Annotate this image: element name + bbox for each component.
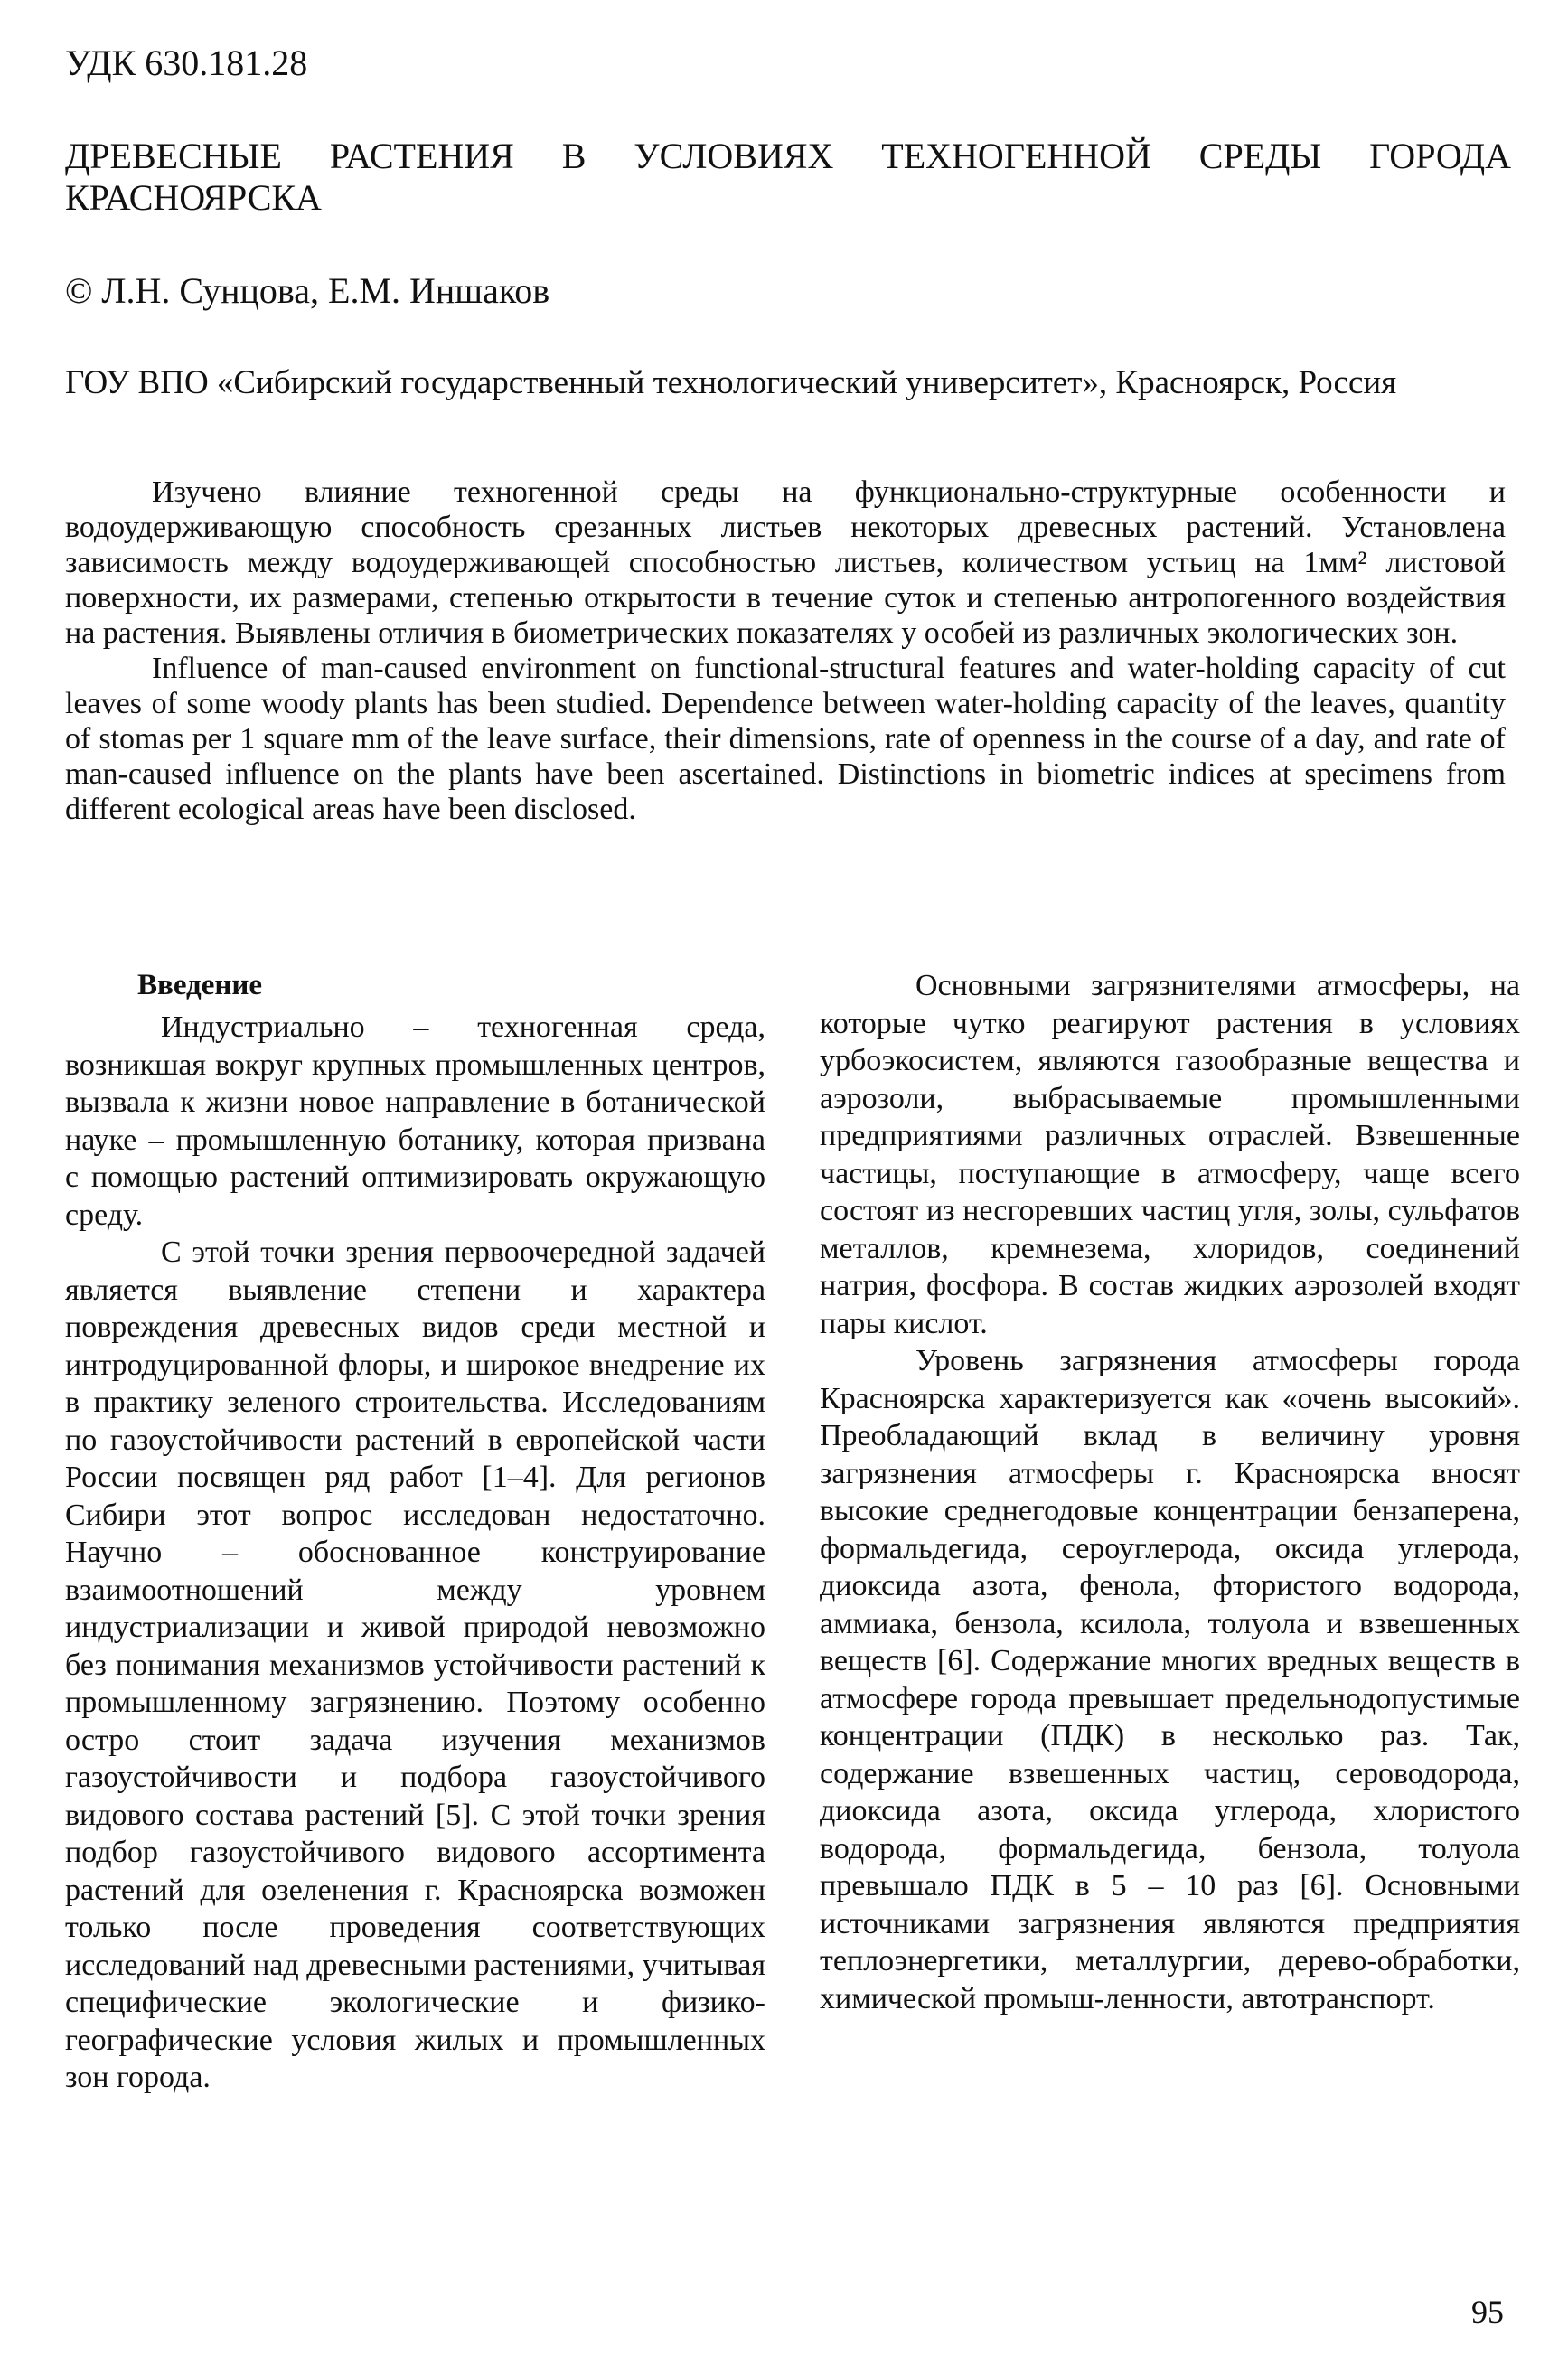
affiliation: ГОУ ВПО «Сибирский государственный технологический университет», Красноярск, Россия <box>65 364 1397 401</box>
udk-code: УДК 630.181.28 <box>65 42 308 83</box>
section-heading: Введение <box>137 969 263 1001</box>
right-column <box>820 967 1520 2017</box>
abstract-english: Influence of man-caused environment on functional-structural features and water-holding capacity of cut leaves of some woody plants has been studied. Dependence between water-holding capacity of the leaves, quantity of stomas per 1 square mm of the leave surface, their dimensions, rate of openness in the course of a day, and rate of man-caused influence on the plants have been ascertained. Distinctions in biometric indices at specimens from different ecological areas have been disclosed. <box>65 652 1506 826</box>
left-column <box>65 967 765 2097</box>
abstract-russian: Изучено влияние техногенной среды на функционально-структурные особенности и водоудерживающую способность срезанных листьев некоторых древесных растений. Установлена зависимость между водоудерживающей способностью листьев, количеством устьиц на 1мм² листовой поверхности, их размерами, степенью открытости в течение суток и степенью антропогенного воздействия на растения. Выявлены отличия в биометрических показателях у особей из различных экологических зон. <box>65 475 1506 650</box>
paragraph: Уровень загрязнения атмосферы города Красноярска характеризуется как «очень высокий». Преобладающий вклад в величину уровня загрязнения атмосферы г. Красноярска вносят высокие среднегодовые концентрации бензаперена, формальдегида, сероуглерода, оксида углерода, диоксида азота, фенола, фтористого водорода, аммиака, бензола, ксилола, толуола и взвешенных веществ [6]. Содержание многих вредных веществ в атмосфере города превышает предельнодопустимые концентрации (ПДК) в несколько раз. Так, содержание взвешенных частиц, сероводорода, диоксида азота, оксида углерода, хлористого водорода, формальдегида, бензола, толуола превышало ПДК в 5 – 10 раз [6]. Основными источниками загрязнения являются предприятия теплоэнергетики, металлургии, дерево-обработки, химической промыш-ленности, автотранспорт. <box>820 1344 1520 2015</box>
article-title: ДРЕВЕСНЫЕ РАСТЕНИЯ В УСЛОВИЯХ ТЕХНОГЕННОЙ СРЕДЫ ГОРОДА КРАСНОЯРСКА <box>65 136 1511 218</box>
paragraph: С этой точки зрения первоочередной задачей является выявление степени и характера повреждения древесных видов среди местной и интродуцированной флоры, и широкое внедрение их в практику зеленого строительства. Исследованиям по газоустойчивости растений в европейской части России посвящен ряд работ [1–4]. Для регионов Сибири этот вопрос исследован недостаточно. Научно – обоснованное конструирование взаимоотношений между уровнем индустриализации и живой природой невозможно без понимания механизмов устойчивости растений к промышленному загрязнению. Поэтому особенно остро стоит задача изучения механизмов газоустойчивости и подбора газоустойчивого видового состава растений [5]. С этой точки зрения подбор газоустойчивого видового ассортимента растений для озеленения г. Красноярска возможен только после проведения соответствующих исследований над древесными растениями, учитывая специфические экологические и физико-географические условия жилых и промышленных зон города. <box>65 1235 765 2094</box>
page-number: 95 <box>1471 2294 1504 2330</box>
paragraph: Индустриально – техногенная среда, возникшая вокруг крупных промышленных центров, вызвала к жизни новое направление в ботанической науке – промышленную ботанику, которая призвана с помощью растений оптимизировать окружающую среду. <box>65 1010 765 1232</box>
abstract <box>65 474 1506 827</box>
paragraph: Основными загрязнителями атмосферы, на которые чутко реагируют растения в условиях урбоэкосистем, являются газообразные вещества и аэрозоли, выбрасываемые промышленными предприятиями различных отраслей. Взвешенные частицы, поступающие в атмосферу, чаще всего состоят из несгоревших частиц угля, золы, сульфатов металлов, кремнезема, хлоридов, соединений натрия, фосфора. В состав жидких аэрозолей входят пары кислот. <box>820 969 1520 1340</box>
authors: © Л.Н. Сунцова, Е.М. Иншаков <box>65 270 550 311</box>
